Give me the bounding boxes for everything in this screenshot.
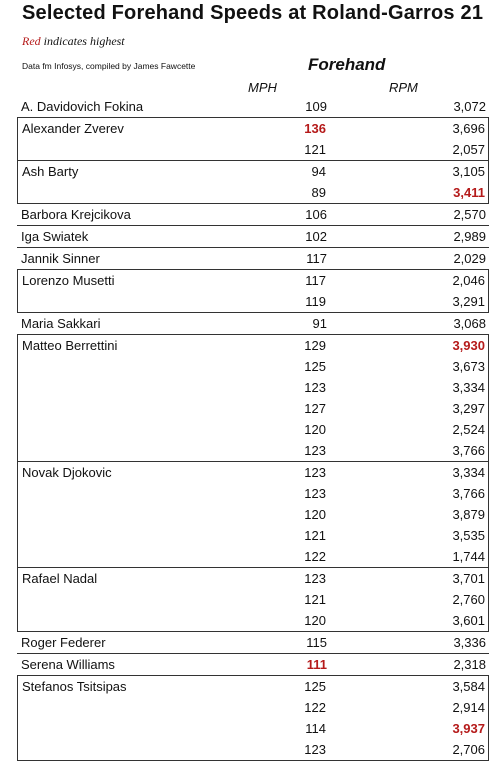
player-name: Roger Federer: [21, 635, 106, 650]
mph-value: 123: [304, 571, 326, 586]
table-row: [18, 525, 488, 546]
mph-value: 122: [304, 549, 326, 564]
table-row: [18, 546, 488, 567]
rpm-value: 3,535: [452, 528, 485, 543]
mph-value: 123: [304, 443, 326, 458]
mph-value: 123: [304, 465, 326, 480]
table-row: [18, 568, 488, 589]
table-row: [17, 248, 489, 269]
player-name: Serena Williams: [21, 657, 115, 672]
table-row: [18, 504, 488, 525]
table-row: [18, 161, 488, 182]
mph-value: 102: [305, 229, 327, 244]
player-name: Maria Sakkari: [21, 316, 101, 331]
player-group: [17, 632, 489, 653]
rpm-value: 3,297: [452, 401, 485, 416]
player-name: Rafael Nadal: [22, 571, 98, 586]
mph-value: 114: [305, 721, 326, 736]
legend-red-word: Red: [22, 34, 41, 48]
player-group: [17, 462, 489, 568]
rpm-value: 2,989: [453, 229, 486, 244]
table-row: [18, 697, 488, 718]
rpm-value: 3,584: [452, 679, 485, 694]
rpm-value: 3,334: [452, 465, 485, 480]
rpm-value: 2,318: [453, 657, 486, 672]
rpm-value: 2,057: [452, 142, 485, 157]
player-group: [17, 204, 489, 225]
mph-value: 123: [304, 486, 326, 501]
rpm-value: 2,570: [453, 207, 486, 222]
rpm-value: 3,072: [453, 99, 486, 114]
rpm-value: 3,601: [452, 613, 485, 628]
rpm-value: 3,291: [452, 294, 485, 309]
mph-value: 115: [306, 635, 327, 650]
mph-value: 122: [304, 700, 326, 715]
rpm-column-header: RPM: [389, 80, 418, 95]
source-credit: Data fm Infosys, compiled by James Fawcette: [22, 61, 196, 71]
player-name: Ash Barty: [22, 164, 79, 179]
mph-value: 120: [304, 422, 326, 437]
rpm-value: 3,879: [452, 507, 485, 522]
mph-value: 119: [305, 294, 326, 309]
player-group: [17, 161, 489, 204]
table-row: [18, 589, 488, 610]
player-group: [17, 269, 489, 313]
table-row: [18, 739, 488, 760]
mph-value: 121: [304, 528, 326, 543]
mph-value: 125: [304, 359, 326, 374]
table-row: [17, 632, 489, 653]
table-row: [17, 204, 489, 225]
table-row: [18, 440, 488, 461]
mph-value: 123: [304, 742, 326, 757]
table-row: [18, 398, 488, 419]
rpm-value: 3,766: [452, 486, 485, 501]
rpm-value: 2,914: [452, 700, 485, 715]
player-name: Stefanos Tsitsipas: [22, 679, 127, 694]
rpm-value: 3,766: [452, 443, 485, 458]
mph-value: 121: [304, 142, 326, 157]
mph-value: 129: [304, 338, 326, 353]
mph-value: 117: [306, 251, 327, 266]
mph-value: 91: [312, 316, 327, 331]
mph-value: 127: [304, 401, 326, 416]
mph-value: 120: [304, 613, 326, 628]
player-group: [17, 653, 489, 675]
player-name: Novak Djokovic: [22, 465, 112, 480]
rpm-value: 3,937: [452, 721, 485, 736]
rpm-value: 3,701: [452, 571, 485, 586]
player-group: [17, 247, 489, 269]
table-row: [18, 610, 488, 631]
mph-value: 89: [311, 185, 326, 200]
table-row: [18, 676, 488, 697]
player-group: [17, 675, 489, 761]
mph-value: 136: [304, 121, 326, 136]
mph-value: 94: [311, 164, 326, 179]
rpm-value: 1,744: [452, 549, 485, 564]
table-row: [18, 462, 488, 483]
player-group: [17, 96, 489, 117]
rpm-value: 3,105: [452, 164, 485, 179]
forehand-group-header: Forehand: [308, 55, 386, 74]
table-row: [17, 96, 489, 117]
player-group: [17, 117, 489, 161]
rpm-value: 2,760: [452, 592, 485, 607]
mph-value: 106: [305, 207, 327, 222]
table-row: [18, 483, 488, 504]
table-row: [18, 356, 488, 377]
player-group: [17, 225, 489, 247]
player-group: [17, 334, 489, 462]
player-name: A. Davidovich Fokina: [21, 99, 144, 114]
rpm-value: 3,411: [453, 185, 485, 200]
table-row: [18, 419, 488, 440]
player-group: [17, 568, 489, 632]
player-name: Matteo Berrettini: [22, 338, 118, 353]
table-row: [18, 139, 488, 160]
rpm-value: 3,068: [453, 316, 486, 331]
table-row: [18, 377, 488, 398]
mph-column-header: MPH: [248, 80, 277, 95]
mph-value: 123: [304, 380, 326, 395]
table-row: [18, 182, 488, 203]
mph-value: 121: [304, 592, 326, 607]
rpm-value: 2,706: [452, 742, 485, 757]
rpm-value: 2,029: [453, 251, 486, 266]
rpm-value: 3,930: [452, 338, 485, 353]
table-row: [18, 270, 488, 291]
player-name: Jannik Sinner: [21, 251, 100, 266]
rpm-value: 2,046: [452, 273, 485, 288]
speed-table: [17, 96, 489, 761]
table-row: [17, 313, 489, 334]
rpm-value: 3,336: [453, 635, 486, 650]
rpm-value: 3,334: [452, 380, 485, 395]
mph-value: 111: [306, 657, 327, 672]
page-title: Selected Forehand Speeds at Roland-Garros 21: [22, 2, 484, 24]
rpm-value: 2,524: [452, 422, 485, 437]
table-row: [18, 291, 488, 312]
player-group: [17, 313, 489, 334]
rpm-value: 3,696: [452, 121, 485, 136]
table-row: [18, 718, 488, 739]
mph-value: 125: [304, 679, 326, 694]
mph-value: 109: [305, 99, 327, 114]
player-name: Alexander Zverev: [22, 121, 124, 136]
player-name: Iga Swiatek: [21, 229, 89, 244]
rpm-value: 3,673: [452, 359, 485, 374]
table-row: [17, 654, 489, 675]
player-name: Barbora Krejcikova: [21, 207, 131, 222]
mph-value: 117: [305, 273, 326, 288]
legend-note: [22, 34, 125, 49]
legend-note-text: indicates highest: [40, 34, 125, 48]
table-row: [18, 335, 488, 356]
mph-value: 120: [304, 507, 326, 522]
table-row: [17, 226, 489, 247]
player-name: Lorenzo Musetti: [22, 273, 115, 288]
table-row: [18, 118, 488, 139]
